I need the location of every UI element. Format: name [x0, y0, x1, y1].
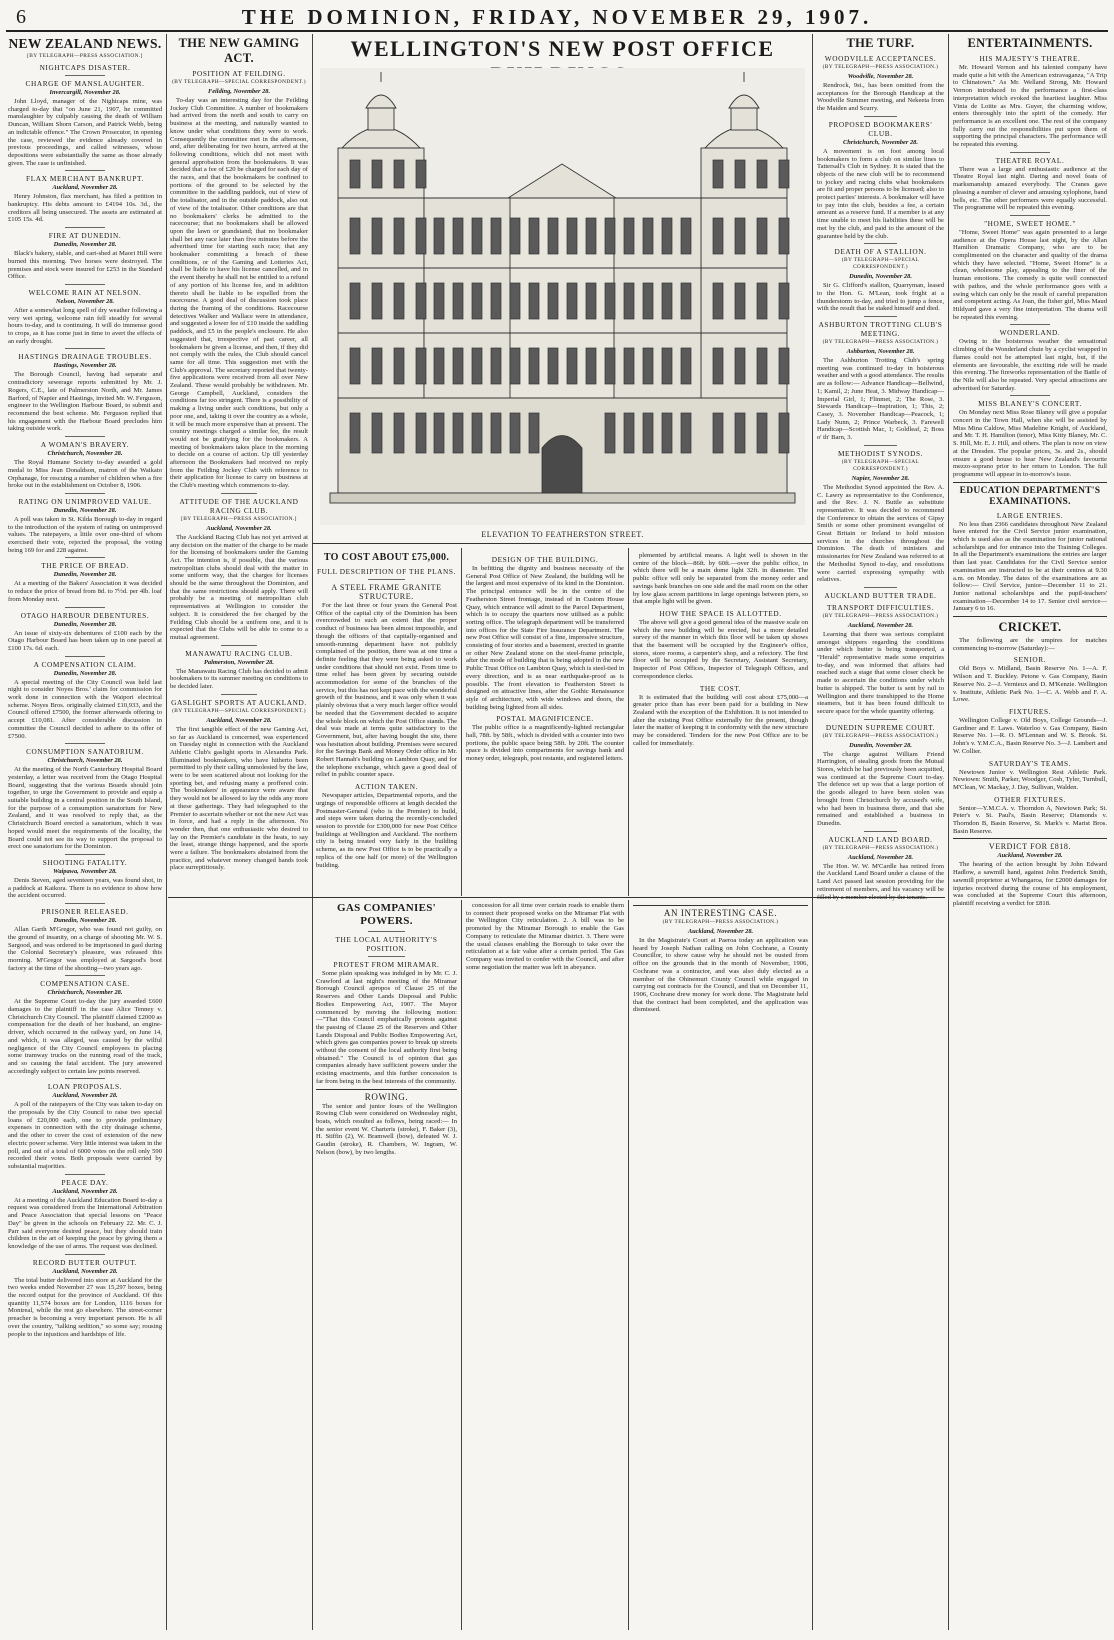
- article-headline: GASLIGHT SPORTS AT AUCKLAND.: [171, 697, 307, 707]
- news-items: [8, 63, 162, 1338]
- article-headline: THE PRICE OF BREAD.: [41, 561, 129, 571]
- divider: [65, 1078, 105, 1079]
- dateline: Woodville, November 28.: [847, 73, 914, 80]
- divider: [1010, 395, 1050, 396]
- article-text: A poll was taken in St. Kilda Borough to-day in regard to the introduction of the system of rating on unimproved values. The ratepayers, a little over one-third of whom exercised their vote, rejected the proposal, the voting being 169 for and 228 against.: [8, 515, 162, 554]
- article-text: Mr. Howard Vernon and his talented company have made quite a hit with the American extravaganza, "A Trip to Chinatown." As Mr. Welland Strong, Mr. Howard Vernon introduced to the performance a first-class interpretation which evoked the heartiest laughter. Miss Vinia de Loitte as Mrs. Guyer, the charming widow, enters thoroughly into the spirit of the comedy. Her performance is an excellent one. The rest of the company fully carry out the responsibilities put upon them of supporting the principal characters. The performance will be repeated this evening.: [953, 64, 1107, 149]
- masthead: [6, 4, 1108, 32]
- article-text: Allan Garth M'Gregor, who was found not guilty, on the ground of insanity, on a charge of shooting Mr. W. S. Sargood, and was ordered to be imprisoned in gaol during the Colonial Secretary's pleasure, was released this morning. M'Gregor was employed at Sargood's boot factory at the time of the shooting—two years ago.: [8, 926, 162, 972]
- dateline: Auckland, November 28.: [847, 853, 914, 861]
- article-headline: CONSUMPTION SANATORIUM.: [26, 747, 144, 757]
- column-interesting-case: [633, 902, 808, 1632]
- article-text: The Royal Humane Society to-day awarded a gold medal to Miss Jean Donaldson, matron of the Waikato Orphanage, for rescuing a number of children when a fire broke out in the establishment on October 8, 1906.: [8, 459, 162, 490]
- article-text: Old Boys v. Midland, Basin Reserve No. 1—A. F. Wilson and T. Buckley. Petone v. Gas Company, Basin Reserve No. 2—J. Vernieux and D. M'Kenzie. Wellington v. Institute, Athletic Park No. 1—C. A. Webb and F. A. Lowe.: [953, 665, 1107, 704]
- divider: [65, 975, 105, 976]
- column-entertainments: [953, 36, 1107, 1632]
- post-office-article-col1: [316, 552, 457, 894]
- article-subhead: SENIOR.: [1013, 655, 1047, 665]
- illustration-caption: ELEVATION TO FEATHERSTON STREET.: [481, 530, 644, 539]
- article-subhead: TRANSPORT DIFFICULTIES.: [826, 602, 935, 612]
- article-subhead: THE COST.: [699, 683, 742, 693]
- article-text: Black's bakery, stable, and cart-shed at Maori Hill were burned this morning. Two horses were destroyed. The premises and stock were insured for £253 in the Standard Office.: [8, 250, 162, 281]
- article-headline: OTAGO HARBOUR DEBENTURES.: [20, 610, 150, 620]
- divider: [864, 831, 897, 832]
- article-subhead: SATURDAY'S TEAMS.: [988, 758, 1072, 768]
- article-text: The senior and junior fours of the Wellington Rowing Club were considered on Wednesday night, boats, which resulted as follows, being raced:— In the senior event W. Charteris (stroke), F. Baker (3), H. Stiffin (2), W. Bramwell (bow), defeated W. J. Gaudin (stroke), R. Chambers, W. Ingram, W. Nelson (bow), by two lengths.: [316, 1102, 457, 1156]
- article-text: The Borough Council, having had separate and contradictory sewerage reports submitted by Mr. J. Rogers, C.E., late of Palmerston North, and Mr. James Barford, of Napier and Hastings, invited Mr. W. Ferguson, engineer to the Wellington Harbour Board, to submit and recommend the best scheme. Mr. Ferguson replied that his engagement with the Harbour Board precludes him taking outside work.: [8, 371, 162, 433]
- divider: [864, 445, 897, 446]
- divider: [1010, 324, 1050, 325]
- article-headline: WELCOME RAIN AT NELSON.: [28, 287, 142, 297]
- article-headline: FLAX MERCHANT BANKRUPT.: [26, 174, 144, 184]
- article-text: A special meeting of the City Council was held last night to consider Noyes Bros.' claim for commission for work done in connection with the Waipori electrical scheme. Noyes Bros. originally claimed £10,933, and the Council offered £7500, the former afterwards offering to accept £10,081. After considerable discussion in committee the Council decided to adhere to its offer of £7500.: [8, 678, 162, 740]
- article-text: The Hon. W. W. M'Cardle has retired from the Auckland Land Board under a clause of the Land Act passed last session providing for the retirement of members, and his vacancy will be filled by a member elected by the tenants.: [817, 862, 944, 901]
- article-text: In the Magistrate's Court at Paeroa today an application was heard by Joseph Nathan calling on John Cochrane, a County Councillor, to show cause why he should not be ousted from office on the grounds that in the month of November, 1906, Cochrane was a contractor, and was also duly elected as a member of the Ohinemuri County Council while engaged in carrying out contracts for the Council, and that on December 11, 1906, Cochrane drew money for work done. The Magistrate held that the contract had been completed, and the application was dismissed.: [633, 937, 808, 1014]
- article-text: John Lloyd, manager of the Nightcaps mine, was charged to-day that "on June 21, 1907, he committed manslaughter by culpably causing the death of William Duncan, William Shorn Carson, and Patrick Webb, being an indictable offence." The Crown Prosecutor, in opening the case, reviewed the evidence already covered in previous proceedings, and called witnesses, whose depositions were substantially the same as those already given. The case is unfinished.: [8, 98, 162, 167]
- article-subhead: A STEEL FRAME GRANITE STRUCTURE.: [331, 583, 442, 601]
- dateline: Dunedin, November 28.: [53, 241, 117, 249]
- article-headline: PEACE DAY.: [61, 1177, 109, 1187]
- article-headline: ATTITUDE OF THE AUCKLAND RACING CLUB.: [179, 496, 299, 515]
- article-headline: AUCKLAND BUTTER TRADE.: [824, 590, 937, 600]
- dateline: Dunedin, November 28.: [849, 741, 912, 749]
- building-drawing: [320, 68, 805, 525]
- divider: [65, 656, 105, 657]
- column-rule: [628, 900, 629, 1630]
- telegraph-credit: [BY TELEGRAPH—PRESS ASSOCIATION.]: [181, 515, 297, 522]
- column-turf: [817, 36, 944, 1632]
- article-text: The Auckland Racing Club has not yet arrived at any decision on the matter of the charge to be made for the licensing of bookmakers under the Gaming Act. The intention is, if possible, that the various metropolitan clubs should deal with the matter in some uniform way, that the charges for licenses should be the same throughout the Dominion, and that the same restrictions should apply. There will probably be a meeting of metropolitan club representatives at Wellington to consider the subject. It is considered the fee charged by the Feilding Club should be a uniform one, and it is expected that the Clubs will be able to come to a mutual agreement.: [170, 533, 308, 641]
- article-headline: "HOME, SWEET HOME.": [984, 218, 1076, 228]
- article-subhead: POSTAL MAGNIFICENCE.: [496, 714, 594, 724]
- article-headline: PRISONER RELEASED.: [41, 907, 129, 917]
- news-items: [817, 54, 944, 901]
- dateline: Auckland, November 28.: [687, 928, 754, 935]
- article-headline: WOODVILLE ACCEPTANCES.: [824, 54, 937, 63]
- telegraph-credit: (BY TELEGRAPH—PRESS ASSOCIATION.): [822, 339, 939, 346]
- dateline: Auckland, November 28.: [52, 184, 118, 192]
- dateline: Palmerston, November 28.: [204, 658, 274, 666]
- dateline: Auckland, November 28.: [52, 1267, 118, 1275]
- article-text: At the meeting of the North Canterbury Hospital Board yesterday, a letter was received from the Otago Hospital Board, suggesting that the various Boards should join together, to urge the Government to provide and equip a suitable building in a central position in the South Island, for the purpose of a consumption sanatorium for New Zealand, and it was resolved to reply that, as the Christchurch Board erected a sanatorium, which it was hoped would meet the requirements of the locality, the Board could not see its way to support the proposal to erect one sanatorium for the Dominion.: [8, 766, 162, 851]
- article-headline: HIS MAJESTY'S THEATRE.: [979, 54, 1081, 63]
- column-rule: [461, 900, 462, 1630]
- divider: [65, 854, 105, 855]
- feature-title: WELLINGTON'S NEW POST OFFICE: [350, 36, 775, 61]
- dateline: Dunedin, November 28.: [53, 506, 117, 514]
- article-subhead: PROTEST FROM MIRAMAR.: [333, 960, 440, 969]
- divider: [221, 694, 257, 695]
- dateline: Ashburton, November 28.: [846, 348, 915, 356]
- article-subhead: AN INTERESTING CASE.: [663, 908, 778, 918]
- article-text: Learning that there was serious complaint amongst shippers regarding the conditions under which butter is being transported, a "Herald" representative made some enquiries to-day, and was informed that affairs had reached such a stage that some closer check be made to ascertain the conditions under which butter is shipped. The butter is sent by rail to Wellington and there transhipped to the Home steamers, but it has been found difficult to secure space for the whole quantity offering.: [817, 630, 944, 715]
- article-headline: LOAN PROPOSALS.: [47, 1082, 123, 1092]
- divider: [65, 607, 105, 608]
- dateline: Feilding, November 28.: [207, 88, 271, 95]
- dateline: Waipawa, November 28.: [53, 868, 117, 875]
- article-text: Newspaper articles, Departmental reports, and the urgings of responsible officers at length decided the Postmaster-General (who is the Premier) to build, and steps were taken during the recently-concluded session to provide for £300,000 for new Post Office buildings at Wellington and Auckland. The northern city is being treated very fairly in the building scheme, as its new Post Office is to be practically a replica of the one half (or more) of the Wellington building.: [316, 792, 457, 869]
- dateline: Auckland, November 28.: [997, 852, 1063, 860]
- news-items: [953, 54, 1107, 479]
- article-headline: MISS BLANEY'S CONCERT.: [978, 399, 1082, 409]
- telegraph-credit: (BY TELEGRAPH—PRESS ASSOCIATION.): [822, 844, 939, 851]
- article-headline: A COMPENSATION CLAIM.: [33, 659, 137, 669]
- article-headline: ASHBURTON TROTTING CLUB'S MEETING.: [818, 320, 943, 339]
- article-text: No less than 2366 candidates throughout New Zealand have entered for the Civil Service junior examination, which is used also as the examination for junior national scholarships and for entrance into the Training Colleges. In all the Department's examinations the entries are larger than last year. Candidates for the Civil Service senior examination are instructed to be at their centres at 9.30 a.m. on Monday. The dates of the examinations are as follow:— Civil Service, junior—December 11 to 21. Junior national scholarships and the pupil-teachers' examination—December 14 to 17. Senior civil service—January 6 to 16.: [953, 520, 1107, 613]
- dateline: Christchurch, November 28.: [47, 450, 123, 458]
- article-text: The hearing of the action brought by John Edward Hadlow, a sawmill hand, against John Frederick Smith, sawmill proprietor at Whangaroa, for £2000 damages for injuries received during the course of his employment, was concluded at the Supreme Court this afternoon, plaintiff receiving a verdict for £818.: [953, 861, 1107, 907]
- article-headline: MANAWATU RACING CLUB.: [185, 648, 293, 658]
- section-title: NEW ZEALAND NEWS.: [8, 36, 162, 51]
- article-subhead: OTHER FIXTURES.: [994, 794, 1066, 804]
- article-text: At a meeting of the Bakers' Association it was decided to reduce the price of bread from 8d. to 7½d. per 4lb. loaf from Monday next.: [8, 580, 162, 603]
- column-gas-continued: [466, 902, 624, 1632]
- article-headline: RECORD BUTTER OUTPUT.: [32, 1257, 138, 1267]
- article-headline: FIRE AT DUNEDIN.: [48, 231, 122, 241]
- article-subhead: THE LOCAL AUTHORITY'S POSITION.: [335, 935, 438, 953]
- dateline: Dunedin, November 28.: [53, 620, 117, 628]
- newspaper-title: THE DOMINION, FRIDAY, NOVEMBER 29, 1907.: [241, 5, 873, 29]
- article-headline: A WOMAN'S BRAVERY.: [40, 440, 130, 450]
- article-text: In befitting the dignity and business necessity of the General Post Office of New Zealand, the building will be the largest and most expensive of its kind in the Dominion. The principal entrance will be in the centre of the Featherston Street frontage, instead of in Custom House Quay, which entrance will admit to the Parcel Department, which is to occupy the quarters now utilised as a public sorting office. The telegraph department will be transferred into offices for the State Fire Insurance Department. The new Post Office will consist of a fine, impressive structure, consisting of four stories and a basement, erected in granite or other New Zealand stone on the steel-frame principle, after the mode of building that is being adopted in the new Public Trust Office on Lambton Quay, which is steel-tied in every direction, and is as near earthquake-proof as is possible. The front elevation to Featherston Street is designed on attractive lines, after the Gothic Renaissance style of architecture, with wide windows and doors, the building being lighted from all sides.: [466, 565, 624, 711]
- article-headline: AUCKLAND LAND BOARD.: [828, 834, 933, 844]
- article-text: Sir G. Clifford's stallion, Quarryman, leased to the Hon. G. M'Lean, took fright at a thunderstorm to-day, and tried to jump a fence, with the result that he staked himself and died.: [817, 282, 944, 313]
- article-text: To-day was an interesting day for the Feilding Jockey Club Committee. A number of bookmakers had arrived from the north and south to carry on business at the meeting, and naturally wanted to know under what conditions they were to work. Consequently the committee met in the afternoon, and, after deliberating for two hours, arrived at the following conditions, which did not meet with general approbation from the bookmakers. It was decided that a fee of £20 be charged for each day of the races, and that the bookmakers be confined to portions of the ground to be selected by the committee in the saddling paddock, out of view of the totalisator, and in the outside paddock, also out of view of the totalisator. Other conditions are that no bookmakers' clerks be admitted to the racecourse; that no bookmakers shall be allowed upon the lawn or grandstand; that no bookmaker shall bet any race later than five minutes before the advertised time for starting such race; that any bookmaker committing a breach of these conditions, or of the Gaming and Lotteries Act, shall be liable to have his license cancelled, and in the event thereby he shall not be entitled to a refund of any portion of his license fee, and in addition thereto shall be liable to be expelled from the racecourse. A good deal of discussion took place during the framing of the conditions. Racecourse detectives Walker and Wallace were in attendance, and suggested a lower fee of £10 inside the saddling paddock, and £5 in the people's enclosure. He also suggested that, irrespective of past career, all bookmakers be given a license, and then, if they did not comply with the rules, the Club should cancel same for all time. This suggestion met with the Club's approval. The secretary reported that twenty-five applications were received from all over New Zealand. These would probably be withdrawn. Mr. George Campbell, Auckland, considers the conditions far too stringent. There is a possibility of making a living under such conditions, but only a poor one, and, taking it over the country as a whole, it will be much more expensive than at present. The country meetings charged a similar fee, the result would not be gratifying for the bookmakers. A meeting of bookmakers takes place in the morning to decide on a course of action. Up till yesterday afternoon the Bookmakers had received no reply from the Feilding Jockey Club with reference to their application for license to carry on business at the Club's meeting which commences to-day.: [170, 97, 308, 490]
- divider: [312, 543, 812, 544]
- article-headline: CHARGE OF MANSLAUGHTER.: [25, 79, 145, 88]
- article-text: The above will give a good general idea of the massive scale on which the new building will be erected, but a more detailed survey of the manner in which this floor will be taken up shows that the basement will be occupied by the Engineer's office, stores, store rooms, a carpenter's shop, and a refectory. The first floor will be occupied by the Secretary, Assistant Secretary, Inspector of Post Offices, Inspector of Telegraph Offices, and correspondence clerks.: [633, 618, 808, 680]
- article-headline: HASTINGS DRAINAGE TROUBLES.: [18, 352, 152, 362]
- article-text: The charge against William Friend Harrington, of stealing goods from the Mutual Stores, which he had previously been acquitted, was continued at the Supreme Court to-day. The defence set up was that a large portion of the goods alleged to have been stolen was brought from Christchurch by accused's wife, who had been in business there, and that she remained and established a business in Dunedin.: [817, 750, 944, 827]
- page-number: 6: [16, 6, 26, 28]
- article-text: The first tangible effect of the new Gaming Act, so far as Auckland is concerned, was experienced on Tuesday night in connection with the Auckland Athletic Club's gaslight sports in Alexandra Park. Illuminated bookmakers, who have hitherto been permitted to ply their calling unmolested by the law, were to be seen scattered about not looking for the sporting bet, and refusing many a proffered coin. The 'bookmakers' in appearance were aware that they would not be allowed to lay the odds any more at these gatherings. They had telegraphed to the Premier to ascertain whether or not the new Act was in force, and had a reply in the afternoon. No wonder then, that one enthusiastic who desired to lay on the Premier's candidate in the heats, to say the least, strange things happened, and the sports were a failure. The bookmakers abstained from the practice, and whatever money changed hands took place surreptitiously.: [170, 725, 308, 872]
- dateline: Hastings, November 28.: [53, 362, 117, 370]
- article-headline: NIGHTCAPS DISASTER.: [39, 63, 131, 72]
- section-title: GAS COMPANIES' POWERS.: [336, 902, 437, 927]
- article-headline: COMPENSATION CASE.: [40, 979, 130, 989]
- column-rule: [461, 548, 462, 896]
- dateline: Christchurch, November 28.: [47, 989, 123, 997]
- article-text: Senior—Y.M.C.A. v. Thorndon A, Newtown Park; St. Peter's v. St. Paul's, Basin Reserve; Diamonds v. Thorndon B, Basin Reserve, St. Mark's v. Marist Bros. Basin Reserve.: [953, 804, 1107, 835]
- dateline: Dunedin, November 28.: [53, 669, 117, 677]
- article-subhead: FULL DESCRIPTION OF THE PLANS.: [316, 567, 457, 576]
- dateline: Dunedin, November 28.: [53, 571, 117, 579]
- dateline: Napier, November 28.: [851, 474, 910, 482]
- article-subhead: FIXTURES.: [1008, 707, 1052, 716]
- article-headline: DUNEDIN SUPREME COURT.: [825, 722, 936, 732]
- section-title: CRICKET.: [998, 620, 1062, 635]
- divider: [65, 170, 105, 171]
- column-rule: [166, 34, 167, 1630]
- telegraph-credit: [BY TELEGRAPH—PRESS ASSOCIATION.]: [27, 53, 143, 59]
- dateline: Auckland, November 28.: [206, 716, 272, 724]
- article-text: A poll of the ratepayers of the City was taken to-day on the proposals by the City Council to raise two special loans of £20,000 each, one to provide preliminary expenses in connection with the city drainage scheme, and the other to cover the cost of extension of the new electric power scheme. Very little interest was taken in the poll, and out of a total of 6000 votes on the roll only 590 recorded their votes. Both proposals were carried by substantial majorities.: [8, 1101, 162, 1170]
- column-rule: [628, 548, 629, 896]
- article-text: Henry Johnston, flax merchant, has filed a petition in bankruptcy. His debts amount to £4194 10s. 3d., the creditors all being unsecured. The assets are estimated at £105 15s. 4d.: [8, 193, 162, 224]
- dateline: Auckland, November 28.: [52, 1187, 118, 1195]
- dateline: Invercargill, November 28.: [49, 89, 121, 96]
- divider: [65, 903, 105, 904]
- section-title: EDUCATION DEPARTMENT'S EXAMINATIONS.: [959, 485, 1101, 507]
- divider: [65, 743, 105, 744]
- article-text: "Home, Sweet Home" was again presented to a large audience at the Opera House last night, by the Allan Hamilton Dramatic Company, who are to be complimented on the character and quality of the drama which they have selected. "Home, Sweet Home" is a clean, wholesome play, appealing to the finer of the human emotions. The comedy is quite well connected with pathos, and the whole performance goes with a swing which can only be the result of careful preparation and competent acting. As Joan, the fisher girl, Miss Maud Hildyard gave a very fine interpretation. The drama will be repeated this evening.: [953, 228, 1107, 321]
- telegraph-credit: (BY TELEGRAPH—PRESS ASSOCIATION.): [822, 64, 939, 70]
- article-text: The Methodist Synod appointed the Rev. A. C. Lawry as representative to the Conference, and the Rev. J. N. Buttle as substitute representative. It was decided to recommend the Conference to obtain the services of Gipsy Smith or some other prominent evangelist of Great Britain or Ireland to hold mission services in the churches throughout the Dominion. The death of ministers and missionaries for New Zealand was referred to at the Methodist Synod to-day, and resolutions were carried expressing sympathy with relatives.: [817, 483, 944, 584]
- divider: [65, 436, 105, 437]
- article-text: For the last three or four years the General Post Office of the capital city of the Dominion has been overcrowded to such an extent that the proper conduct of business has been almost impossible, and though the officers of that capitally-organised and smooth-running department have not publicly complained of the position, there was at one time a definite feeling that they were being asked to work under conditions that should not exist. From time to time relief has been given by securing outside accommodation for some of the branches of the service, but this has not kept pace with the wonderful growth of the business, and it was only when it was plainly obvious that a very much larger office would be needed that the Government decided to acquire the whole block on which the Post Office stands. The deal was made at terms quite satisfactory to the Government, but, after having bought the site, there was hesitation about building. Premises were secured for the Savings Bank and Money Order office in Mr. Robert Hannah's building on Lambton Quay, and for the telephone exchange, which gave a good deal of relief in public counter space.: [316, 602, 457, 779]
- divider: [65, 557, 105, 558]
- article-headline: WONDERLAND.: [999, 328, 1061, 338]
- divider: [864, 719, 897, 720]
- article-text: After a somewhat long spell of dry weather following a very wet spring, welcome rain fell steadily for several hours to-day, and is continuing. It will do immense good to crops, as it has come just in time to avert the effects of an early drought.: [8, 306, 162, 345]
- divider: [864, 316, 897, 317]
- telegraph-credit: (BY TELEGRAPH—PRESS ASSOCIATION.): [822, 612, 939, 619]
- article-text: At the Supreme Court to-day the jury awarded £600 damages to the plaintiff in the case Alice Tenney v. Christchurch City Council. The plaintiff claimed £2000 as compensation for the death of her husband, an engine-driver, which occurred in the railway yard, on June 14, and which, it was alleged, was caused by the wilful negligence of the City Council employees in placing some tramway trucks on the running road of the track, and so causing the fatal accident. The jury answered accordingly subject to certain law points reserved.: [8, 998, 162, 1075]
- article-text: The public office is a magnificently-lighted rectangular hall, 78ft. by 58ft., which is divided with a counter into two portions, the public space being 58ft. by 20ft. The counter space is divided into compartments for savings bank and money order, telegraph, post restante, and registered letters.: [466, 724, 624, 763]
- article-text: At a meeting of the Auckland Education Board to-day a request was considered from the International Arbitration and Peace Association that special lessons on "Peace Day" be given in the schools on February 22. Mr. C. J. Parr said everyone desired peace, but they should train children in the art of keeping the peace by giving them a knowledge of the use of arms. The request was declined.: [8, 1196, 162, 1250]
- article-headline: DEATH OF A STALLION.: [834, 247, 927, 257]
- dateline: Dunedin, November 28.: [849, 273, 912, 281]
- column-nz-news: [8, 36, 162, 1632]
- telegraph-credit: (BY TELEGRAPH—SPECIAL CORRESPONDENT.): [172, 79, 306, 85]
- article-subhead: HOW THE SPACE IS ALLOTTED.: [659, 608, 782, 618]
- article-text: plemented by artificial means. A light well is shown in the centre of the block—86ft. by 60ft.—over the public office, in which there will be a main dome light 32ft. in diameter. The public office will only be separated from the money order and savings bank branches on one side and the mail room on the other by low glass screen partitions in large openings between piers, so that ample light will be given.: [633, 552, 808, 606]
- article-text: An issue of sixty-six debentures of £100 each by the Otago Harbour Board has been taken up in one parcel at £100 17s. 6d. each.: [8, 629, 162, 652]
- divider: [65, 75, 105, 76]
- divider: [1010, 152, 1050, 153]
- divider: [221, 493, 257, 494]
- post-office-elevation-illustration: [320, 68, 805, 525]
- telegraph-credit: (BY TELEGRAPH—SPECIAL CORRESPONDENT.): [172, 707, 306, 714]
- column-gas-companies: [316, 902, 457, 1632]
- article-headline: THEATRE ROYAL.: [995, 155, 1065, 165]
- divider: [864, 116, 897, 117]
- article-headline: POSITION AT FEILDING.: [192, 69, 286, 78]
- article-text: Wellington College v. Old Boys, College Grounds—J. Gardiner and F. Laws. Waterloo v. Gas Company, Basin Reserve No. 1—R. O. M'Lennan and W. S. Brook. St. John's v. Y.M.C.A., Basin Reserve No. 3—J. Lambert and W. Collier.: [953, 717, 1107, 755]
- divider: [65, 284, 105, 285]
- article-headline: METHODIST SYNODS.: [837, 448, 924, 458]
- column-gaming-act: [170, 36, 308, 1632]
- divider: [65, 493, 105, 494]
- dateline: Christchurch, November 28.: [843, 138, 918, 146]
- article-text: concession for all time over certain roads to enable them to connect their proposed works on the Miramar Flat with the Wellington City reticulation. 2. A bill was to be promoted by the Miramar Borough to enable the Gas Company to reticulate the Miramar district. 3. There were the usual clauses enabling the Borough to take over the reticulation at a fair value after a certain period. The Gas Company was invited to confer with the Council, and after some negotiation the matter was left in abeyance.: [466, 902, 624, 971]
- article-subhead: LARGE ENTRIES.: [996, 510, 1064, 520]
- post-office-article-col3: [633, 552, 808, 894]
- divider: [864, 587, 897, 588]
- dateline: Auckland, November 28.: [847, 621, 914, 629]
- divider: [65, 1254, 105, 1255]
- article-text: The Ashburton Trotting Club's spring meeting was continued to-day in boisterous weather and with a good attendance. The results are as follow:— Advance Handicap—Bellwind, 1; Kamil, 2; June Heat, 3. Midway Handicap—Imperial Girl, 1; Flinmet, 2; The Rose, 3. Stewards Handicap—Inspiration, 1; This, 2; Casey, 3. November Handicap—Peacock, 1; Lady Nunn, 2; Prince Warbeck, 3. Farewell Handicap—Scottish Mac, 1; Goldleaf, 2; Boss o' th' Barn, 3.: [817, 357, 944, 442]
- article-text: There was a large and enthusiastic audience at the Theatre Royal last night. Daring and novel feats of marksmanship amazed everybody. The Cranes gave pleasing a number of clever and amusing xylophone, band bells, etc. The other performers were equally successful. The programme will be repeated this evening.: [953, 165, 1107, 212]
- dateline: Auckland, November 28.: [206, 524, 272, 532]
- column-rule: [312, 34, 313, 1630]
- article-subhead: ROWING.: [364, 1091, 409, 1102]
- divider: [65, 1174, 105, 1175]
- article-text: The total butter delivered into store at Auckland for the two weeks ended November 27 was 15,297 boxes, being the record output for the province of Auckland. Of this quantity 11,574 boxes are for London, 1116 boxes for Montreal, while the rest go elsewhere. The street-corner preacher is becoming a very important person. He is all over the country, "talking sedition," so some say; rousing people to the injustices and hardships of life.: [8, 1276, 162, 1338]
- article-text: Denis Steven, aged seventeen years, was found shot, in a paddock at Kaikora. There is no evidence to show how the accident occurred.: [8, 877, 162, 900]
- article-text: On Monday next Miss Rose Blaney will give a popular concert in the Town Hall, when she will be assisted by Miss Mina Caldow, Miss Madeline Knight, of Auckland, and Mr. T. H. Hamilton (tenor), Miss Kitty Blaney, Mr. C. S. Hill, Mr. E. J. Hill, and others. The plan is now on view at the Dresden. The popular prices, 3s. and 2s., should ensure a good house to hear New Zealand's favourite mezzo-soprano prior to her return to London. The full programme will appear in to-morrow's issue.: [953, 409, 1107, 478]
- section-title: THE NEW GAMING ACT.: [178, 36, 300, 65]
- article-subhead: VERDICT FOR £818.: [988, 842, 1072, 852]
- telegraph-credit: (BY TELEGRAPH—PRESS ASSOCIATION.): [822, 732, 939, 739]
- article-text: Some plain speaking was indulged in by Mr. C. J. Crawford at last night's meeting of the Miramar Borough Council apropos of Clause 25 of the Reserves and Other Lands Disposal and Public Bodies Empowering Act, 1907. The Mayor commenced by moving the following motion:—"That this Council emphatically protests against the passing of Clause 25 of the Reserves and Other Lands Disposal and Public Bodies Empowering Act, which gives gas companies power to break up streets without the consent of the local authority first being obtained." The Council is of opinion that gas companies already have sufficient powers under the existing enactments, and this further concession is far from being in the best interests of the community.: [316, 970, 457, 1085]
- dateline: Dunedin, November 28.: [53, 917, 117, 925]
- section-title: ENTERTAINMENTS.: [967, 36, 1093, 50]
- post-office-article-col2: [466, 552, 624, 894]
- article-text: It is estimated that the building will cost about £75,000—a greater price than has ever been paid for a building in New Zealand with the exception of the Exhibition. It is not intended to alter the existing Post Office externally for the present, though later the matter of keeping it in conformity with the new structure may be considered. Tenders for the new Post Office are to be called for immediately.: [633, 693, 808, 747]
- article-headline: TO COST ABOUT £75,000.: [323, 552, 450, 563]
- column-rule: [948, 34, 949, 1630]
- article-headline: PROPOSED BOOKMAKERS' CLUB.: [828, 119, 933, 138]
- column-rule: [812, 34, 813, 1630]
- section-title: THE TURF.: [846, 36, 915, 50]
- divider: [1010, 215, 1050, 216]
- article-text: The Manawatu Racing Club has decided to admit bookmakers to its summer meeting on conditions to be decided later.: [170, 667, 308, 691]
- dateline: Christchurch, November 28.: [47, 757, 123, 765]
- divider: [221, 645, 257, 646]
- divider: [65, 348, 105, 349]
- dateline: Nelson, November 28.: [55, 297, 115, 305]
- article-headline: RATING ON UNIMPROVED VALUE.: [18, 496, 152, 506]
- news-items: [170, 69, 308, 872]
- article-text: The following are the umpires for matches commencing to-morrow (Saturday):—: [953, 637, 1107, 652]
- telegraph-credit: (BY TELEGRAPH—PRESS ASSOCIATION.): [662, 919, 779, 925]
- article-text: Owing to the boisterous weather the sensational climbing of the Wonderland chute by a cyclist wrapped in flames could not be attempted last night, but, if the elements are favourable, the exciting ride will be made this evening. The fireworks representation of the Battle of the Nile will also be repeated. Very special attractions are advertised for Saturday.: [953, 338, 1107, 392]
- telegraph-credit: (BY TELEGRAPH—SPECIAL CORRESPONDENT.): [841, 257, 920, 271]
- telegraph-credit: (BY TELEGRAPH—SPECIAL CORRESPONDENT.): [841, 458, 920, 472]
- article-text: Newtown Junior v. Wellington Rest Athletic Park. Newtown: Smith, Parker, Woodger, Cosh, Tyler, Turnbull, M'Clean, W. Mackay, J. Day, Sullivan, Walden.: [953, 768, 1107, 791]
- article-headline: SHOOTING FATALITY.: [42, 858, 128, 867]
- divider: [65, 227, 105, 228]
- article-subhead: DESIGN OF THE BUILDING.: [491, 555, 599, 564]
- article-text: A movement is on foot among local bookmakers to form a club on similar lines to Tattersall's Club in Sydney. It is stated that the objects of the new club will be to recommend to jockey and racing clubs what bookmakers are fit and proper persons to be licensed; also to protect parties' interests. A bookmaker will have to pay into the club, besides a fee, a certain amount as a reserve fund. If a member is at any time unable to meet his liabilities these will be met by the club, and paid to the amount of the guarantee held by the club.: [817, 147, 944, 240]
- dateline: Auckland, November 28.: [52, 1092, 118, 1100]
- divider: [864, 243, 897, 244]
- article-text: Rendrock, 9st., has been omitted from the acceptances for the Borough Handicap at the Woodville Summer meeting, and Nekeeta from the Maiden and Scurry.: [817, 82, 944, 113]
- article-subhead: ACTION TAKEN.: [354, 782, 419, 792]
